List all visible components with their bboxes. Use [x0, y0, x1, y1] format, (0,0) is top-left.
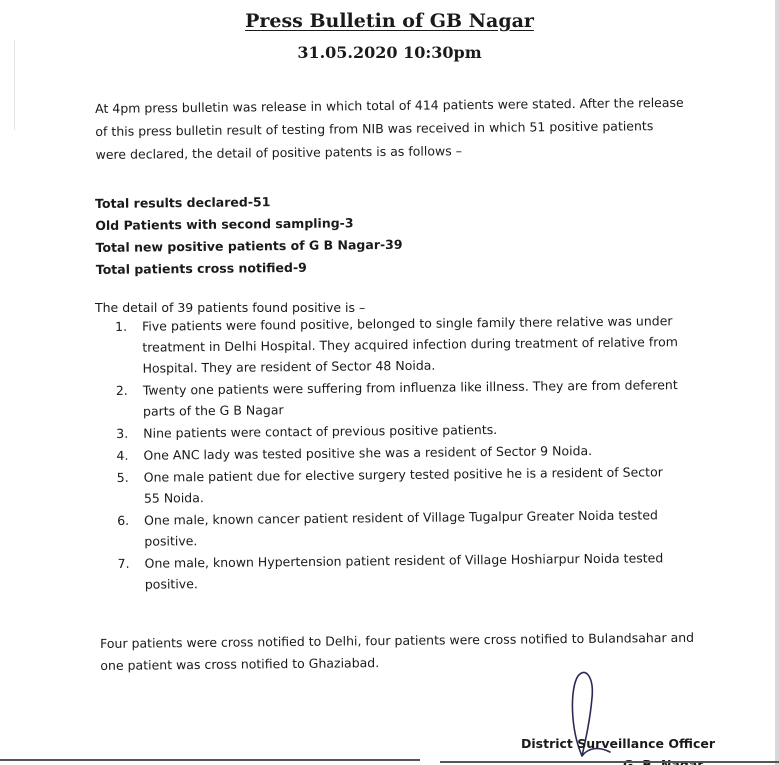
signatory-title: District Surveillance Officer [521, 736, 716, 751]
item-text: Five patients were found positive, belonged to single family there relative was under treatment in Delhi Hospital. They acquired infection during treatment of relative from Hospital. They are resident of Sector 48 Noida. [142, 313, 678, 376]
patient-item [115, 310, 681, 379]
item-number: 5. [116, 469, 129, 485]
detail-lead: The detail of 39 patients found positive is – [95, 300, 366, 315]
item-number: 4. [116, 447, 129, 463]
item-text: One ANC lady was tested positive she was a resident of Sector 9 Noida. [143, 443, 593, 463]
item-text: Twenty one patients were suffering from influenza like illness. They are from deferent parts of the G B Nagar [142, 377, 678, 419]
item-number: 2. [115, 382, 128, 398]
closing-paragraph: Four patients were cross notified to Delhi, four patients were cross notified to Bulandsahar and one patient was cross notified to Ghaziabad. [100, 629, 695, 673]
patient-item [117, 461, 682, 509]
bulletin-date: 31.05.2020 10:30pm [297, 43, 482, 62]
stat-item: Old Patients with second sampling-3 [95, 215, 354, 233]
scan-edge-right [775, 0, 779, 765]
stat-item: Total patients cross notified-9 [95, 259, 307, 277]
patient-list [115, 310, 683, 596]
patient-item [117, 504, 682, 552]
item-number: 1. [115, 318, 128, 334]
item-text: One male, known cancer patient resident of Village Tugalpur Greater Noida tested positive. [144, 507, 658, 549]
item-text: Nine patients were contact of previous positive patients. [143, 422, 498, 441]
scan-bottom-line [440, 761, 779, 763]
item-number: 6. [117, 512, 130, 528]
stat-item: Total new positive patients of G B Nagar-39 [95, 236, 403, 255]
bulletin-title: Press Bulletin of GB Nagar [245, 10, 534, 32]
item-number: 7. [117, 555, 130, 571]
item-text: One male, known Hypertension patient resident of Village Hoshiarpur Noida tested positive. [144, 550, 664, 592]
stat-item: Total results declared-51 [95, 194, 271, 211]
item-number: 3. [116, 425, 129, 441]
item-text: One male patient due for elective surgery tested positive he is a resident of Sector 55 Noida. [143, 464, 663, 506]
patient-item [117, 547, 682, 595]
summary-stats [95, 189, 496, 281]
intro-paragraph: At 4pm press bulletin was release in which total of 414 patients were stated. After the release of this press bulletin result of testing from NIB was received in which 51 positive patients were declared, the detail of positive patents is as follows – [95, 94, 684, 162]
scan-bottom-line [0, 759, 420, 761]
patient-item [116, 374, 681, 422]
